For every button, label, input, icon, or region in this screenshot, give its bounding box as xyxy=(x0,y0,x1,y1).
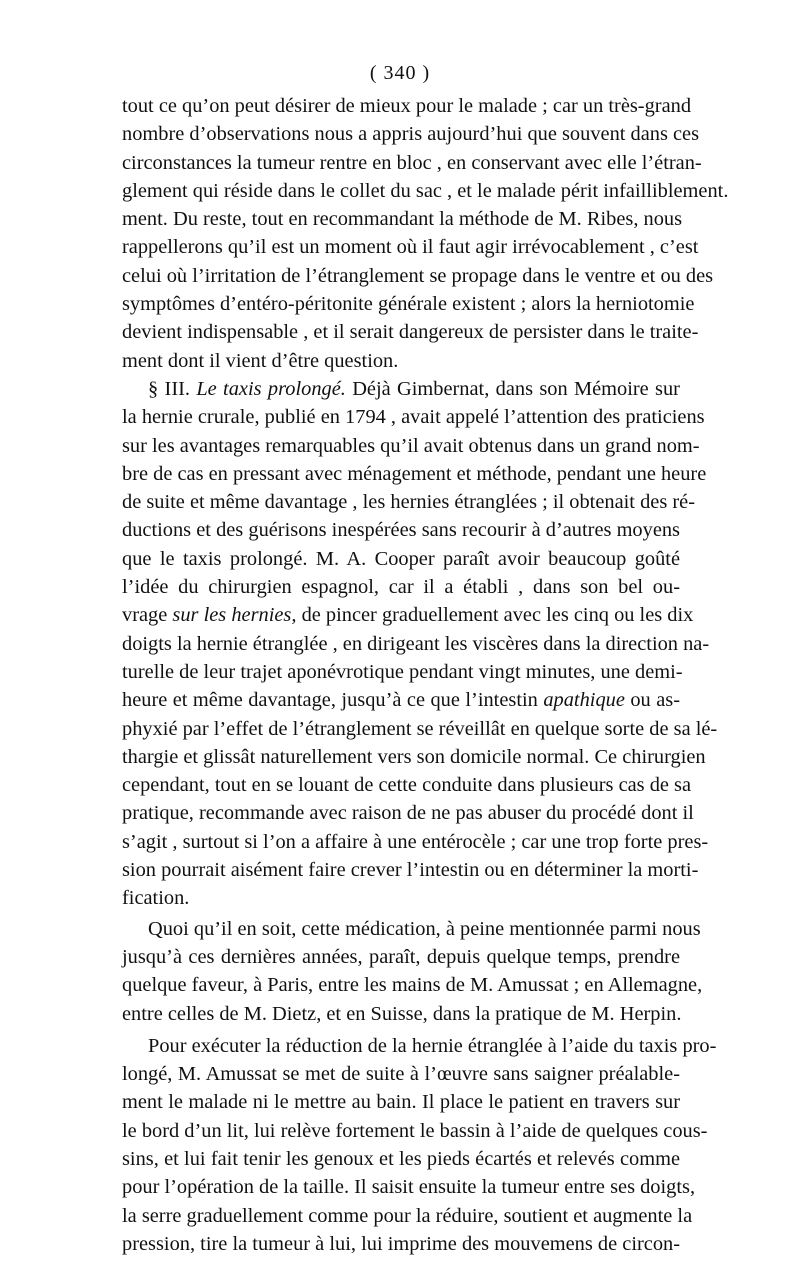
text-line: thargie et glissât naturellement vers son domicile normal. Ce chirurgien xyxy=(122,745,706,768)
text-span: de pincer graduellement avec les cinq ou les dix xyxy=(301,604,694,627)
text-span: heure et même davantage, jusqu’à ce que l’intestin xyxy=(122,689,538,712)
text-line: entre celles de M. Dietz, et en Suisse, dans la pratique de M. Herpin. xyxy=(122,1002,682,1025)
section-title: Le taxis prolongé. xyxy=(196,377,346,400)
italic-text: sur les hernies, xyxy=(172,604,297,627)
italic-text: apathique xyxy=(543,689,625,712)
text-line: sion pourrait aisément faire crever l’intestin ou en déterminer la morti- xyxy=(122,859,699,882)
text-line: symptômes d’entéro-péritonite générale existent ; alors la herniotomie xyxy=(122,293,695,316)
text-line: circonstances la tumeur rentre en bloc , en conservant avec elle l’étran- xyxy=(122,151,702,174)
text-span: ou as- xyxy=(630,689,680,712)
text-line: l’idée du chirurgien espagnol, car il a établi , dans son bel ou- xyxy=(122,576,680,599)
text-line: turelle de leur trajet aponévrotique pendant vingt minutes, une demi- xyxy=(122,660,683,683)
text-line: ment le malade ni le mettre au bain. Il place le patient en travers sur xyxy=(122,1091,680,1114)
text-line xyxy=(122,601,694,629)
text-line xyxy=(122,686,680,714)
text-line: pratique, recommande avec raison de ne pas abuser du procédé dont il xyxy=(122,802,694,825)
section-number: § III. xyxy=(148,377,190,400)
text-span: Déjà Gimbernat, dans son Mémoire sur xyxy=(352,377,680,400)
text-line: le bord d’un lit, lui relève fortement le bassin à l’aide de quelques cous- xyxy=(122,1119,708,1142)
text-line: Pour exécuter la réduction de la hernie étranglée à l’aide du taxis pro- xyxy=(148,1034,717,1057)
text-line: nombre d’observations nous a appris aujourd’hui que souvent dans ces xyxy=(122,123,700,146)
text-line: ment. Du reste, tout en recommandant la méthode de M. Ribes, nous xyxy=(122,208,683,231)
text-line: Quoi qu’il en soit, cette médication, à peine mentionnée parmi nous xyxy=(148,917,701,940)
text-line: celui où l’irritation de l’étranglement se propage dans le ventre et ou des xyxy=(122,264,714,287)
body-text xyxy=(122,92,729,1258)
text-line: la hernie crurale, publié en 1794 , avait appelé l’attention des praticiens xyxy=(122,406,705,429)
page-number: ( 340 ) xyxy=(369,62,431,84)
text-line: bre de cas en pressant avec ménagement et méthode, pendant une heure xyxy=(122,462,707,485)
text-line: tout ce qu’on peut désirer de mieux pour le malade ; car un très-grand xyxy=(122,95,692,117)
text-line: longé, M. Amussat se met de suite à l’œuvre sans saigner préalable- xyxy=(122,1063,680,1086)
section-heading-line xyxy=(122,375,680,403)
text-line: s’agit , surtout si l’on a affaire à une entérocèle ; car une trop forte pres- xyxy=(122,830,709,853)
text-line: ductions et des guérisons inespérées sans recourir à d’autres moyens xyxy=(122,519,680,542)
paragraph-4 xyxy=(122,1032,717,1258)
text-line: ment dont il vient d’être question. xyxy=(122,349,399,372)
text-line: la serre graduellement comme pour la réduire, soutient et augmente la xyxy=(122,1204,693,1227)
text-line: glement qui réside dans le collet du sac , et le malade périt infailliblement. xyxy=(122,179,729,202)
text-line: rappellerons qu’il est un moment où il faut agir irrévocablement , c’est xyxy=(122,236,699,259)
paragraph-2 xyxy=(122,375,718,913)
paragraph-3 xyxy=(122,915,703,1028)
text-line: fication. xyxy=(122,887,190,910)
paragraph-1 xyxy=(122,92,729,375)
text-line: pression, tire la tumeur à lui, lui imprime des mouvemens de circon- xyxy=(122,1232,680,1255)
text-line: doigts la hernie étranglée , en dirigeant les viscères dans la direction na- xyxy=(122,632,710,655)
text-line: sins, et lui fait tenir les genoux et les pieds écartés et relevés comme xyxy=(122,1147,680,1170)
text-line: pour l’opération de la taille. Il saisit ensuite la tumeur entre ses doigts, xyxy=(122,1176,696,1199)
text-line: phyxié par l’effet de l’étranglement se réveillât en quelque sorte de sa lé- xyxy=(122,717,718,740)
text-line: que le taxis prolongé. M. A. Cooper paraît avoir beaucoup goûté xyxy=(122,547,680,570)
text-line: quelque faveur, à Paris, entre les mains de M. Amussat ; en Allemagne, xyxy=(122,974,703,997)
text-line: de suite et même davantage , les hernies étranglées ; il obtenait des ré- xyxy=(122,491,695,514)
text-line: devient indispensable , et il serait dangereux de persister dans le traite- xyxy=(122,321,699,344)
text-line: jusqu’à ces dernières années, paraît, depuis quelque temps, prendre xyxy=(122,945,680,968)
text-span: vrage xyxy=(122,604,168,627)
text-line: cependant, tout en se louant de cette conduite dans plusieurs cas de sa xyxy=(122,774,692,797)
text-line: sur les avantages remarquables qu’il avait obtenus dans un grand nom- xyxy=(122,434,700,457)
